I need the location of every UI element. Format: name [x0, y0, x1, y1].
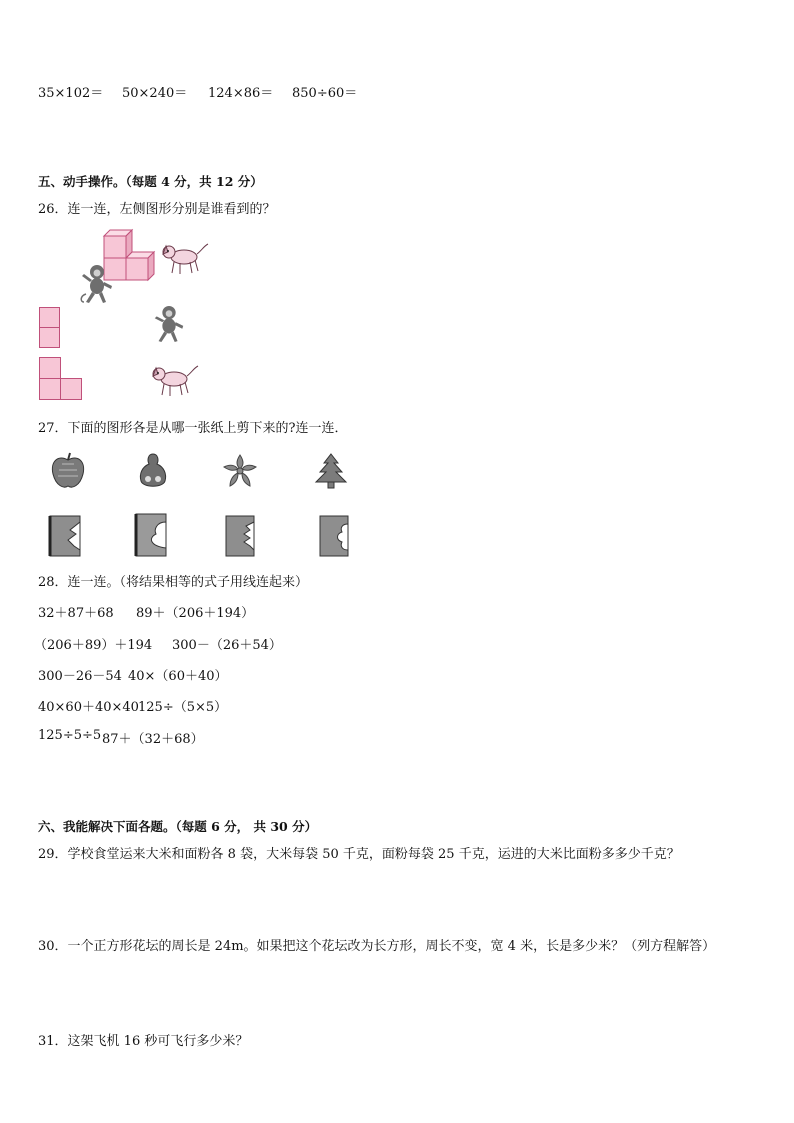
q28-left: 32＋87＋68: [38, 606, 114, 621]
dog-icon: [150, 362, 200, 398]
section5-heading: 五、动手操作。（每题 4 分，共 12 分）: [38, 174, 263, 189]
apple-icon: [50, 452, 86, 490]
paper-sheet: [48, 514, 82, 558]
calc-item: 35×102＝: [38, 86, 104, 101]
q28-left: （206＋89）＋194: [34, 638, 153, 653]
q29-text: 29．学校食堂运来大米和面粉各 8 袋，大米每袋 50 千克，面粉每袋 25 千克，运进的大米比面粉多多少千克？: [38, 847, 680, 862]
q28-right: 40×（60＋40）: [128, 669, 228, 684]
section6-heading: 六、我能解决下面各题。（每题 6 分， 共 30 分）: [38, 819, 318, 834]
monkey-icon: [152, 305, 186, 343]
q31-text: 31．这架飞机 16 秒可飞行多少米？: [38, 1034, 249, 1049]
q28-left: 40×60＋40×40: [38, 700, 139, 715]
calc-item: 50×240＝: [122, 86, 188, 101]
paper-sheet: [318, 514, 350, 558]
dog-icon: [160, 240, 210, 276]
q28-right: 300－（26＋54）: [172, 638, 282, 653]
q28-text: 28．连一连。（将结果相等的式子用线连起来）: [38, 575, 309, 590]
q26-text: 26．连一连，左侧图形分别是谁看到的？: [38, 202, 276, 217]
gourd-icon: [138, 452, 168, 490]
q28-right: 89＋（206＋194）: [136, 606, 255, 621]
q28-right: 87＋（32＋68）: [102, 732, 204, 747]
q28-left: 125÷5÷5: [38, 728, 102, 743]
monkey-icon: [80, 264, 114, 304]
q27-text: 27．下面的图形各是从哪一张纸上剪下来的?连一连．: [38, 421, 348, 436]
paper-sheet: [134, 512, 168, 558]
q28-left: 300－26－54: [38, 669, 122, 684]
paper-sheet: [224, 514, 256, 558]
tree-icon: [314, 452, 348, 490]
calc-item: 124×86＝: [208, 86, 274, 101]
view-shape-l: [39, 357, 83, 400]
q28-right: 125÷（5×5）: [138, 700, 228, 715]
view-shape-vertical: [39, 307, 61, 349]
calc-row: [38, 82, 378, 100]
q30-text: 30．一个正方形花坛的周长是 24m。如果把这个花坛改为长方形，周长不变，宽 4 米，长是多少米？（列方程解答）: [38, 939, 716, 954]
calc-item: 850÷60＝: [292, 86, 358, 101]
flower-icon: [222, 453, 258, 489]
